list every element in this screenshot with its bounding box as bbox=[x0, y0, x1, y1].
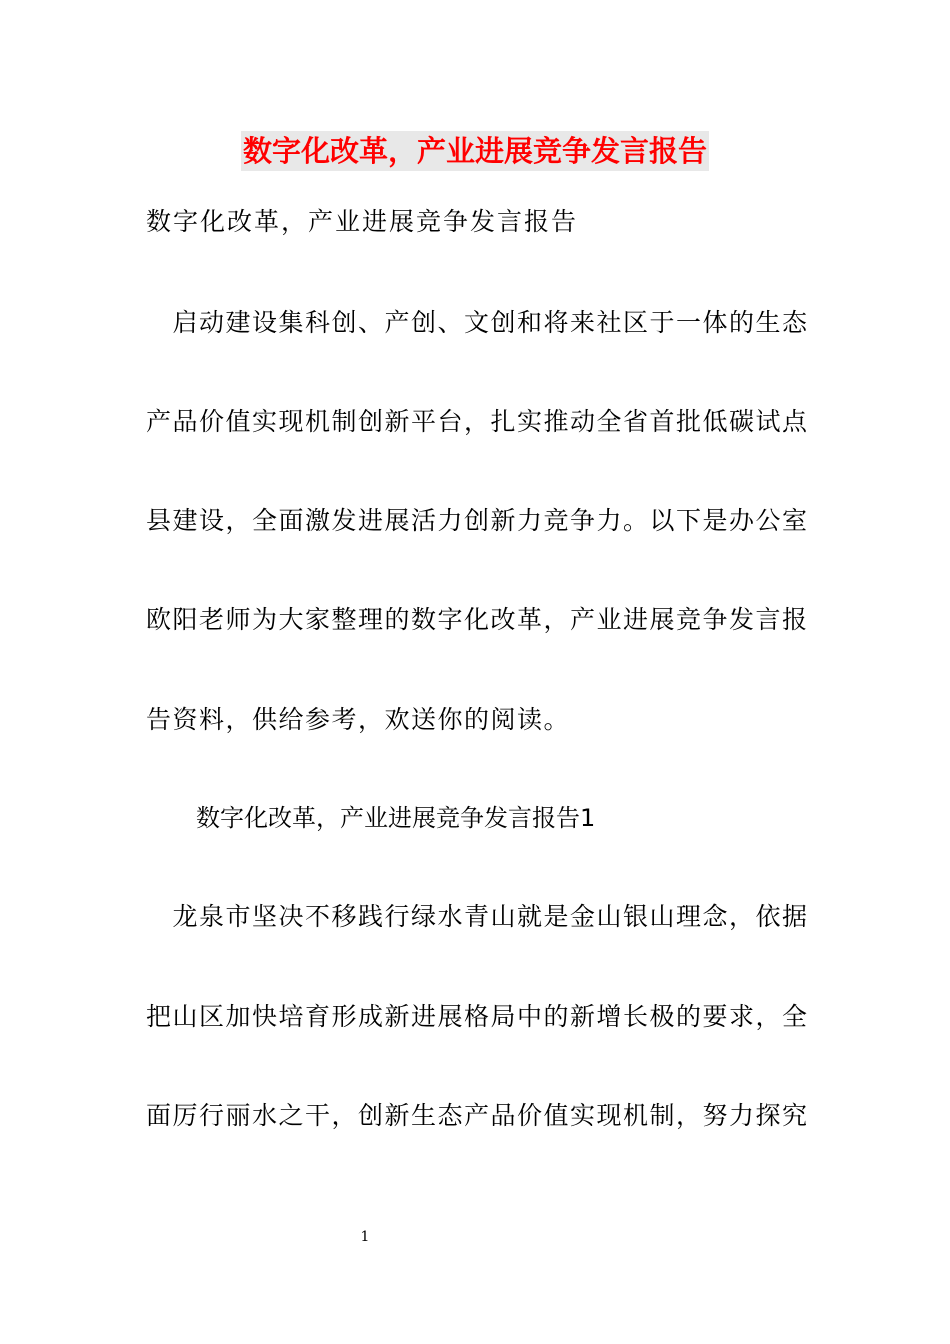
section-heading: 数字化改革，产业进展竞争发言报告1 bbox=[196, 804, 596, 832]
intro-line-3: 县建设，全面激发进展活力创新力竞争力。以下是办公室 bbox=[146, 506, 809, 535]
intro-line-4: 欧阳老师为大家整理的数字化改革，产业进展竞争发言报 bbox=[146, 605, 809, 634]
intro-line-2: 产品价值实现机制创新平台，扎实推动全省首批低碳试点 bbox=[146, 407, 809, 436]
page-number: 1 bbox=[360, 1229, 370, 1245]
section-line-3: 面厉行丽水之干，创新生态产品价值实现机制，努力探究 bbox=[146, 1101, 809, 1130]
title-container bbox=[0, 131, 950, 171]
document-subtitle: 数字化改革，产业进展竞争发言报告 bbox=[146, 207, 579, 236]
intro-line-5: 告资料，供给参考，欢送你的阅读。 bbox=[146, 705, 571, 734]
document-title: 数字化改革，产业进展竞争发言报告 bbox=[241, 131, 709, 171]
section-line-1: 龙泉市坚决不移践行绿水青山就是金山银山理念，依据 bbox=[146, 902, 809, 931]
intro-line-1: 启动建设集科创、产创、文创和将来社区于一体的生态 bbox=[146, 308, 809, 337]
section-line-2: 把山区加快培育形成新进展格局中的新增长极的要求，全 bbox=[146, 1002, 809, 1031]
